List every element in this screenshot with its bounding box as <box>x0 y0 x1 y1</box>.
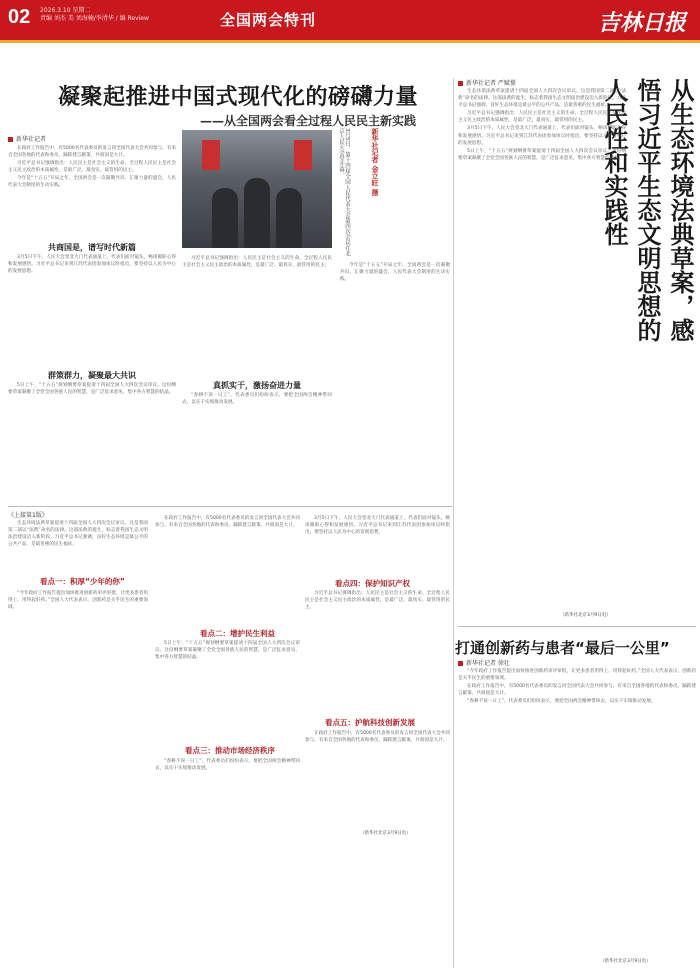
lead-headline: 凝聚起推进中国式现代化的磅礴力量 <box>58 84 419 110</box>
lead-photo <box>182 130 332 248</box>
lead-paragraph: 在政府工作报告中，有5000名代表委员的发言同全国代表大会共同参与，有来自全国各地的代表和委员，踊跃建言献策，共商国是大计。 <box>8 146 176 159</box>
point-text: 5日上午，“十五五”规划纲要草案提请十四届全国人大四次会议审议。这份纲要草案凝聚了全党全国各族人民的智慧，是广泛征求意见、集中各方智慧的结晶。 <box>155 641 300 661</box>
third-column-text: 今年是“十五五”开局之年，全国两会是一次凝聚共识、汇聚力量的盛会，人民代表大会制度的生动实践。 <box>340 263 450 283</box>
lead-subheadline: ——从全国两会看全过程人民民主新实践 <box>200 114 417 128</box>
second-article-title: 打通创新药与患者“最后一公里” <box>455 639 670 657</box>
section-divider <box>458 626 696 627</box>
lead-paragraph: 习近平总书记强调指出：人民民主是社会主义的生命。全过程人民民主是社会主义民主政治的本质属性，是最广泛、最真实、最管用的民主。 <box>8 161 176 174</box>
right-vertical-title: 从生态环境法典草案，感悟习近平生态文明思想的人民性和实践性 <box>600 78 694 342</box>
point-heading: 看点四：保护知识产权 <box>335 579 410 588</box>
section-text: “春耕不误一日工”，代表委员们纷纷表示，要把全国两会精神带回去，以实干实绩推动发展。 <box>182 393 332 406</box>
photo-flag-shape <box>294 140 312 170</box>
box-intro-text: 生态环境法典草案提请十四届全国人大四次会议审议。这是我国第二部以“法典”命名的法律。这部法典的诞生，标志着我国生态文明法治建设迈入新阶段。习近平总书记强调，良好生态环境是最公平的公共产品，是最普惠的民生福祉。 <box>8 521 148 548</box>
page-header <box>0 0 700 40</box>
point-text: 在政府工作报告中，有5000名代表委员的发言同全国代表大会共同参与，有来自全国各地的代表和委员，踊跃建言献策，共商国是大计。 <box>155 516 300 529</box>
byline-square-icon <box>458 81 463 86</box>
right-byline: 新华社记者 严赋憬 <box>458 78 516 87</box>
lead-byline: 新华社记者 <box>8 134 46 143</box>
point-text: 在政府工作报告中，有5000名代表委员的发言同全国代表大会共同参与，有来自全国各地的代表和委员，踊跃建言献策，共商国是大计。 <box>305 731 450 744</box>
point-heading: 看点三：推动市场经济秩序 <box>185 746 275 755</box>
photo-credit: 新华社记者 金立旺 摄 <box>371 128 379 196</box>
section-divider <box>8 506 452 507</box>
photo-figure-shape <box>212 188 238 248</box>
point-text: 习近平总书记强调指出：人民民主是社会主义的生命。全过程人民民主是社会主义民主政治的本质属性，是最广泛、最真实、最管用的民主。 <box>305 591 450 611</box>
point-text: “春耕不误一日工”，代表委员们纷纷表示，要把全国两会精神带回去，以实干实绩推动发展。 <box>155 759 300 772</box>
masthead-logo: 吉林日报 <box>597 10 686 36</box>
box-lead-in: 《上接第1版》 <box>8 512 48 519</box>
page-number: 02 <box>8 6 31 28</box>
point-heading: 看点二：增护民生利益 <box>200 629 275 638</box>
middle-column-text: 习近平总书记强调指出：人民民主是社会主义的生命。全过程人民民主是社会主义民主政治的本质属性，是最广泛、最真实、最管用的民主。 <box>182 256 332 269</box>
header-rule <box>0 40 700 43</box>
right-source: （新华社北京3月9日电） <box>560 613 611 618</box>
right-article-text: 生态环境法典草案提请十四届全国人大四次会议审议。这是我国第二部以“法典”命名的法律。这部法典的诞生，标志着我国生态文明法治建设迈入新阶段。习近平总书记强调，良好生态环境是最公平的公共产品，是最普惠的民生福祉。 习近平总书记强调指出：人民民主是社会主义的生命。全过程人民民主是社会主义民主政治的本质属性，是最广泛、最真实、最管用的民主。 3月5日下午，人民大会堂北大门代表通道上，代表们面对镜头，畅谈履职心得和发展感悟。习近平总书记来到江苏代表团参加审议时指出，要坚持以人民为中心的发展思想。 5日上午，“十五五”规划纲要草案提请十四届全国人大四次会议审议。这份纲要草案凝聚了全党全国各族人民的智慧，是广泛征求意见、集中各方智慧的结晶。 <box>458 89 626 161</box>
lead-paragraph: 今年是“十五五”开局之年，全国两会是一次凝聚共识、汇聚力量的盛会，人民代表大会制度的生动实践。 <box>8 176 176 189</box>
date-line: 2026.3.10 星期二 <box>40 7 91 14</box>
column-divider <box>453 78 454 968</box>
point-text: 3月5日下午，人民大会堂北大门代表通道上，代表们面对镜头，畅谈履职心得和发展感悟。习近平总书记来到江苏代表团参加审议时指出，要坚持以人民为中心的发展思想。 <box>305 516 450 536</box>
photo-caption: 3月5日，第十四届全国人民代表大会第四次会议在北京人民大会堂开幕。 <box>338 128 350 256</box>
section-heading: 共商国是，谱写时代新篇 <box>48 243 136 252</box>
point-text: “今年政府工作报告提出加快推进创新药审评审批，让更多患者用得上、用得起好药。”全国人大代表表示，创新药是关乎民生的重要领域。 <box>8 591 148 611</box>
photo-figure-shape <box>244 178 270 248</box>
section-text: 3月5日下午，人民大会堂北大门代表通道上，代表们面对镜头，畅谈履职心得和发展感悟。习近平总书记来到江苏代表团参加审议时指出，要坚持以人民为中心的发展思想。 <box>8 255 176 275</box>
box-source: （新华社北京3月9日电） <box>360 831 411 836</box>
section-banner: 全国两会特刊 <box>220 11 317 29</box>
editor-line: 责编 刘杰 美 刘海楠/李清华 / 编 Review <box>40 15 149 22</box>
point-heading: 看点五：护航科技创新发展 <box>325 718 415 727</box>
section-text: 5日上午，“十五五”规划纲要草案提请十四届全国人大四次会议审议。这份纲要草案凝聚了全党全国各族人民的智慧，是广泛征求意见、集中各方智慧的结晶。 <box>8 383 176 396</box>
second-article-text: “今年政府工作报告提出加快推进创新药审评审批，让更多患者用得上、用得起好药。”全国人大代表表示，创新药是关乎民生的重要领域。 在政府工作报告中，有5000名代表委员的发言同全国代表大会共同参与，有来自全国各地的代表和委员，踊跃建言献策，共商国是大计。 “春耕不误一日工”，代表委员们纷纷表示，要把全国两会精神带回去，以实干实绩推动发展。 <box>458 669 696 705</box>
byline-square-icon <box>458 661 463 666</box>
byline-square-icon <box>8 137 13 142</box>
lead-intro-text <box>8 145 176 245</box>
date-editor-block <box>40 7 149 23</box>
second-source: （新华社北京3月9日电） <box>600 959 651 964</box>
photo-figure-shape <box>276 188 302 248</box>
photo-flag-shape <box>202 140 220 170</box>
section-heading: 群策群力，凝聚最大共识 <box>48 371 136 380</box>
point-heading: 看点一：积厚“少年的你” <box>40 577 125 586</box>
section-heading: 真抓实干，激扬奋进力量 <box>213 381 301 390</box>
second-byline: 新华社记者 徐壮 <box>458 658 510 667</box>
